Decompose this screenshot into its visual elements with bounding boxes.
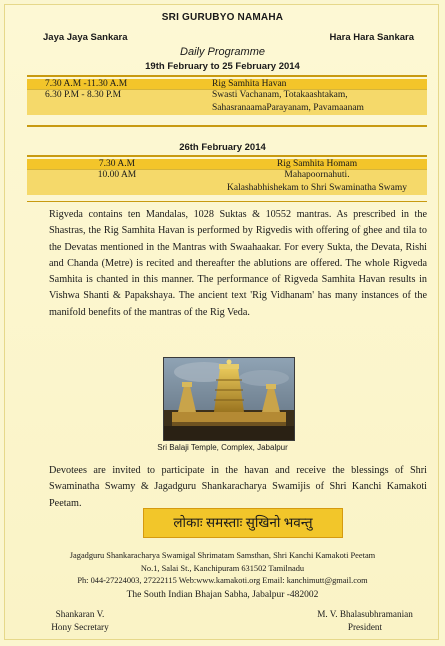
left-greeting: Jaya Jaya Sankara — [43, 32, 128, 43]
schedule-event: Swasti Vachanam, Totakaashtakam, — [212, 90, 348, 100]
divider — [27, 75, 427, 77]
signature-president — [295, 608, 435, 634]
schedule-event: Rig Samhita Homam — [276, 159, 358, 169]
divider — [27, 155, 427, 157]
day2-schedule — [27, 159, 427, 195]
contact-line: Ph: 044-27224003, 27222115 Web:www.kamakoti.org Email: kanchimutt@gmail.com — [77, 576, 368, 585]
address-line: No.1, Salai St., Kanchipuram 631502 Tamilnadu — [140, 564, 305, 573]
description-paragraph: Rigveda contains ten Mandalas, 1028 Suktas & 10552 mantras. As prescribed in the Shastras, the Rig Samhita Havan is performed by Rigvedis with offering of ghee and tila to the Devatas mentioned in the Mantras with Swaahaakar. For every Sukta, the Devata, Rishi and Chanda (Metre) is recited and thereafter the ablutions are offered. The whole Rigveda Samhita is chanted in this manner. The performance of Rigveda Samhita Havan results in Vishwa Shanti & Papakshaya. The ancient text 'Rig Vidhanam' has many instances of the manifold benefits of the mantras of the Rig Veda. — [49, 209, 427, 318]
divider — [27, 125, 427, 127]
schedule-row — [27, 89, 427, 100]
divider — [27, 201, 427, 202]
temple-photo — [163, 357, 295, 441]
schedule-row — [27, 169, 427, 180]
schedule-row — [27, 79, 427, 89]
schedule-row — [27, 100, 427, 115]
photo-caption: Sri Balaji Temple, Complex, Jabalpur — [157, 443, 288, 452]
signatory-title: Hony Secretary — [51, 622, 109, 632]
schedule-event: Mahapoornahuti. — [284, 170, 350, 180]
schedule-row — [27, 180, 427, 195]
organizer-line: The South Indian Bhajan Sabha, Jabalpur -482002 — [126, 590, 319, 600]
right-greeting: Hara Hara Sankara — [329, 32, 414, 43]
page-title: SRI GURUBYO NAMAHA — [161, 12, 284, 23]
signatory-title: President — [347, 622, 383, 632]
programme-subtitle: Daily Programme — [180, 46, 265, 58]
schedule-time: 6.30 P.M - 8.30 P.M — [45, 90, 122, 100]
mantra-banner: लोकाः समस्ताः सुखिनो भवन्तु — [143, 508, 343, 538]
date-range: 19th February to 25 February 2014 — [145, 61, 300, 72]
programme-sheet — [4, 4, 439, 640]
signatory-name: M. V. Bhalasubhramanian — [317, 609, 413, 619]
schedule-event: Kalashabhishekam to Shri Swaminatha Swamy — [227, 183, 407, 193]
signatory-name: Shankaran V. — [55, 609, 105, 619]
schedule-time — [27, 183, 207, 193]
invitation-paragraph: Devotees are invited to participate in the havan and receive the blessings of Shri Swaminatha Swamy & Jagadguru Shankaracharya Swamijis of Shri Kanchi Kamakoti Peetam. — [49, 465, 427, 509]
schedule-time — [27, 103, 202, 113]
date-heading: 26th February 2014 — [179, 142, 266, 153]
schedule-time: 7.30 A.M -11.30 A.M — [45, 79, 128, 89]
address-line: Jagadguru Shankaracharya Swamigal Shrimatam Samsthan, Shri Kanchi Kamakoti Peetam — [69, 551, 376, 560]
schedule-time: 10.00 AM — [97, 170, 137, 180]
schedule-event: SahasranaamaParayanam, Pavamaanam — [212, 103, 364, 113]
schedule-event: Rig Samhita Havan — [212, 79, 287, 89]
signature-secretary — [25, 608, 135, 634]
schedule-time: 7.30 A.M — [98, 159, 136, 169]
weekly-schedule — [27, 79, 427, 115]
schedule-row — [27, 159, 427, 169]
